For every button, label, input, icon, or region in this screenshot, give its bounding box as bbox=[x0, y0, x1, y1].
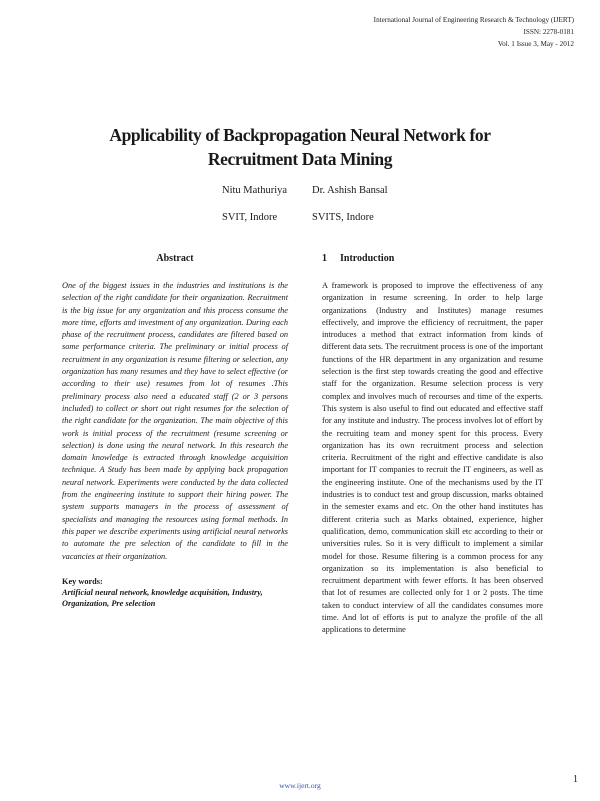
journal-name: International Journal of Engineering Research & Technology (IJERT) bbox=[373, 16, 574, 24]
title-line-1: Applicability of Backpropagation Neural Network for bbox=[109, 125, 491, 145]
keywords-block bbox=[62, 576, 288, 609]
keywords-text: Artificial neural network, knowledge acquisition, Industry, Organization, Pre selection bbox=[62, 587, 263, 608]
introduction-body: A framework is proposed to improve the effectiveness of any organization in resume screening. In order to help large organizations (Industry and Institutes) manage resumes effectively, and improve the efficiency of recruitment, the paper introduces a method that extract information from kinds of different data sets. The recruitment process is one of the important functions of the HR department in any organization and resume selection is the first step towards creating the good and effective staff for the organization. Resume selection process is very complex and involves much of recourses and time of the experts. This system is also useful to find out educated and effective staff for any institute and industry. The process involves lot of effort by the recruiting team and money spent for this process. Every organization has its own recruitment process and selection criteria. Recruitment of the right and effective candidate is also important for IT companies to recruit the IT engineers, as well as the engineering institute. One of the mechanisms used by the IT industries is to conduct test and group discussion, marks obtained in the semester exams and etc. On the other hand institutes has different criteria such as Marks obtained, experience, higher qualification, demo, communication skill etc according to their or universities rules. So it is very difficult to implement a similar model for those. Resume filtering is a common process for any organization so its implementation is also beneficial to recruitment department with fewer efforts. It has been observed that lot of resumes are collected only for 1 or 2 posts. The time taken to conduct interview of all the candidates consumes more time. And lot of efforts is put to analyze the profile of the all applications to determine bbox=[322, 281, 543, 635]
author-2 bbox=[312, 184, 432, 224]
abstract-body: One of the biggest issues in the industries and institutions is the selection of the right candidate for their organization. Recruitment is the big issue for any organization and this process consume the more time, efforts and investment of any organization. During each phase of the recruitment process, candidates are filtered based on some performance criteria. The preliminary or initial process of recruitment in any organization is resume filtering or selection, any organization has many resumes and they have to select effective (or according to their use) resumes from lot of resumes .This preliminary process also need a educated staff (2 or 3 persons included) to collect or short out right resumes for the selection of the right candidate for the organization. The main objective of this work is initial process of the recruitment (resume screening or selection) is done using the neural network. In this research the domain knowledge is extracted through knowledge acquisition technique. A Study has been made by applying back propagation neural network. Experiments were conducted by the data collected from the engineering institute to support their hiring power. The system supports managers in the process of assessment of specialists and managing the resources using formal methods. In this paper we describe experiments using artificial neural networks to automate the pre selection of the candidate to fill in the vacancies at their organization. bbox=[62, 281, 288, 561]
section-number: 1 bbox=[322, 253, 327, 264]
paper-title bbox=[60, 123, 540, 171]
section-title: Introduction bbox=[340, 253, 395, 264]
introduction-heading bbox=[322, 252, 543, 266]
footer-url[interactable]: www.ijert.org bbox=[279, 781, 321, 790]
author-affiliation: SVIT, Indore bbox=[222, 212, 278, 223]
journal-issn: ISSN: 2278-0181 bbox=[523, 28, 574, 36]
right-column bbox=[322, 252, 543, 637]
author-affiliation: SVITS, Indore bbox=[312, 212, 374, 223]
abstract-heading: Abstract bbox=[156, 253, 194, 264]
journal-header bbox=[374, 14, 574, 50]
author-name: Nitu Mathuriya bbox=[222, 185, 288, 196]
title-line-2: Recruitment Data Mining bbox=[207, 149, 393, 169]
left-column bbox=[62, 252, 288, 609]
keywords-label: Key words: bbox=[62, 576, 103, 586]
author-name: Dr. Ashish Bansal bbox=[312, 185, 388, 196]
page-number: 1 bbox=[573, 774, 578, 785]
journal-volume: Vol. 1 Issue 3, May - 2012 bbox=[497, 40, 574, 48]
